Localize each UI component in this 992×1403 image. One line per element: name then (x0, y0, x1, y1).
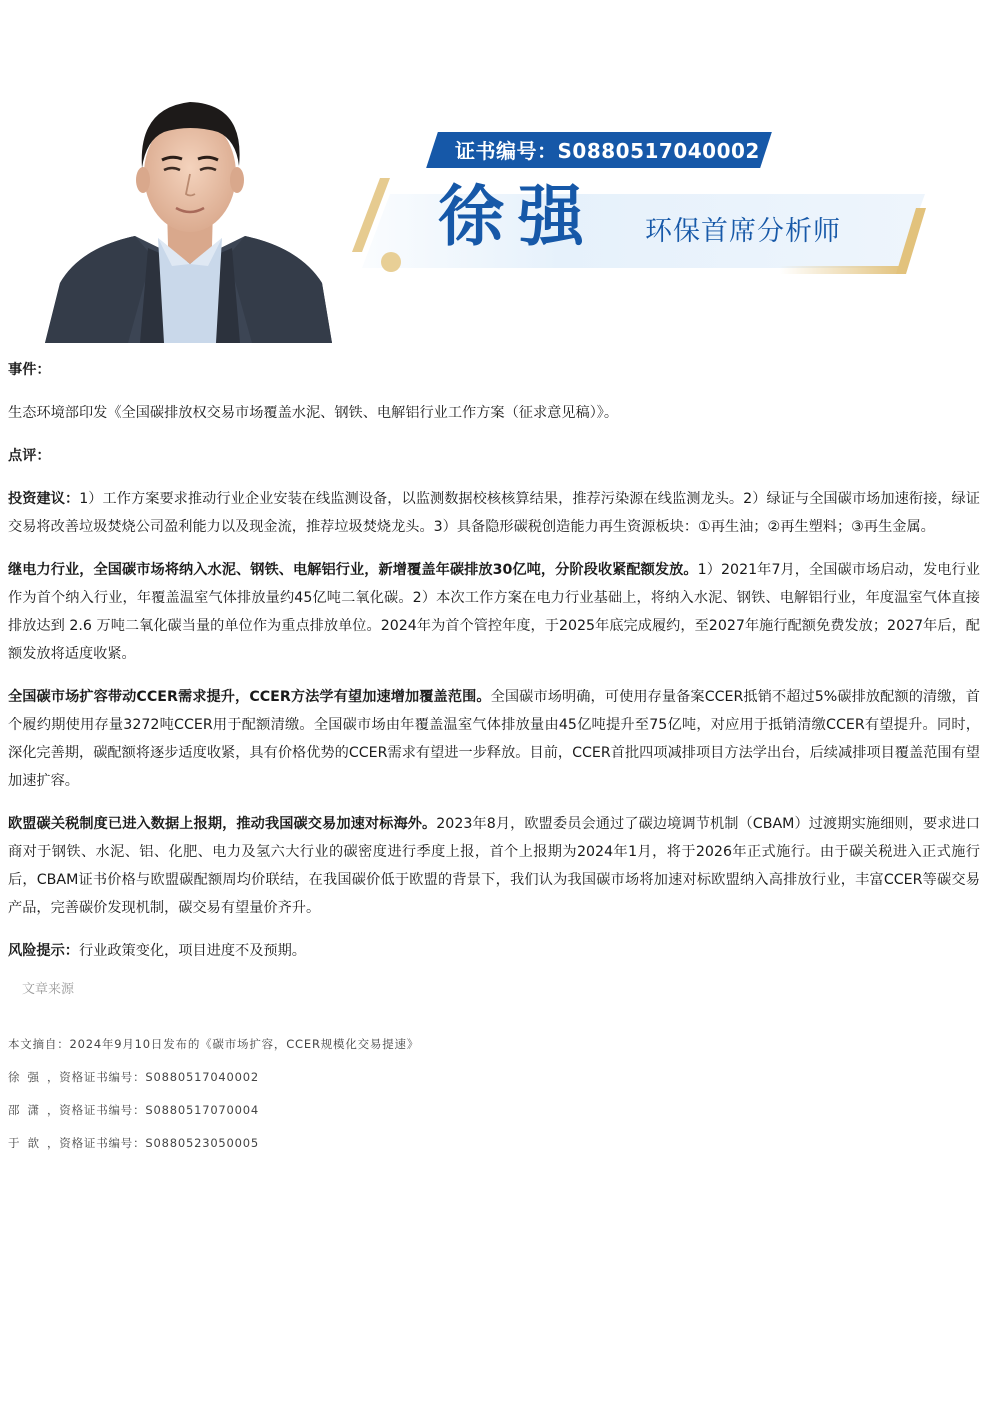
paragraph-lead: 欧盟碳关税制度已进入数据上报期，推动我国碳交易加速对标海外。 (8, 816, 437, 832)
paragraph-lead: 全国碳市场扩容带动CCER需求提升，CCER方法学有望加速增加覆盖范围。 (8, 689, 491, 705)
comment-label: 点评： (8, 448, 51, 464)
paragraph-lead: 风险提示： (8, 943, 79, 959)
paragraph-text: 2023年8月，欧盟委员会通过了碳边境调节机制（CBAM）过渡期实施细则，要求进口商对于钢铁、水泥、铝、化肥、电力及氢六大行业的碳密度进行季度上报，首个上报期为2024年1月，将于2026年正式施行。由于碳关税进入正式施行后，CBAM证书价格与欧盟碳配额周均价联结，在我国碳价低于欧盟的背景下，我们认为我国碳市场将加速对标欧盟纳入高排放行业，丰富CCER等碳交易产品，完善碳价发现机制，碳交易有望量价齐升。 (8, 816, 980, 916)
analyst-credential-cert: ，资格证书编号：S0880517040002 (47, 1070, 260, 1084)
cbam-paragraph (8, 810, 980, 922)
analyst-credential-cert: ，资格证书编号：S0880517070004 (47, 1103, 260, 1117)
power-industry-paragraph (8, 556, 980, 668)
analyst-role: 环保首席分析师 (645, 216, 841, 247)
source-excerpt: 本文摘自：2024年9月10日发布的《碳市场扩容，CCER规模化交易提速》 (8, 1037, 420, 1051)
event-label: 事件： (8, 362, 51, 378)
paragraph-text: 1）2021年7月，全国碳市场启动，发电行业作为首个纳入行业，年覆盖温室气体排放量约45亿吨二氧化碳。2）本次工作方案在电力行业基础上，将纳入水泥、钢铁、电解铝行业，年度温室气体直接排放达到 2.6 万吨二氧化碳当量的单位作为重点排放单位。2024年为首个管控年度，于2025年底完成履约，至2027年施行配额免费发放；2027年后，配额发放将适度收紧。 (8, 562, 980, 662)
source-references (8, 1028, 980, 1160)
ccer-paragraph (8, 683, 980, 795)
investment-advice-paragraph (8, 485, 980, 541)
paragraph-lead: 投资建议： (8, 491, 80, 507)
analyst-credential (8, 1061, 980, 1094)
analyst-credential-cert: ，资格证书编号：S0880523050005 (47, 1136, 260, 1150)
analyst-credential-name: 于歆 (8, 1136, 47, 1150)
cert-number: 证书编号：S0880517040002 (455, 139, 760, 163)
analyst-credential-name: 邵潇 (8, 1103, 47, 1117)
banner-background (350, 176, 930, 274)
paragraph-lead: 继电力行业，全国碳市场将纳入水泥、钢铁、电解铝行业，新增覆盖年碳排放30亿吨，分阶段收紧配额发放。 (8, 562, 698, 578)
risk-paragraph (8, 937, 980, 965)
analyst-credential-name: 徐强 (8, 1070, 47, 1084)
paragraph-text: 行业政策变化，项目进度不及预期。 (78, 943, 306, 959)
analyst-name: 徐强 (438, 177, 598, 255)
analyst-photo (40, 88, 340, 343)
analyst-credential (8, 1127, 980, 1160)
analyst-banner (0, 0, 992, 345)
analyst-credential (8, 1094, 980, 1127)
source-label: 文章来源 (22, 982, 75, 997)
event-text: 生态环境部印发《全国碳排放权交易市场覆盖水泥、钢铁、电解铝行业工作方案（征求意见稿）》。 (8, 405, 619, 421)
paragraph-text: 全国碳市场明确，可使用存量备案CCER抵销不超过5%碳排放配额的清缴，首个履约期使用存量3272吨CCER用于配额清缴。全国碳市场由年覆盖温室气体排放量由45亿吨提升至75亿吨，对应用于抵销清缴CCER有望提升。同时，深化完善期，碳配额将逐步适度收紧，具有价格优势的CCER需求有望进一步释放。目前，CCER首批四项减排项目方法学出台，后续减排项目覆盖范围有望加速扩容。 (8, 689, 980, 789)
paragraph-text: 1）工作方案要求推动行业企业安装在线监测设备，以监测数据校核核算结果，推荐污染源在线监测龙头。2）绿证与全国碳市场加速衔接，绿证交易将改善垃圾焚烧公司盈利能力以及现金流，推荐垃圾焚烧龙头。3）具备隐形碳税创造能力再生资源板块：①再生油；②再生塑料；③再生金属。 (8, 491, 980, 535)
article-body (8, 356, 980, 1160)
